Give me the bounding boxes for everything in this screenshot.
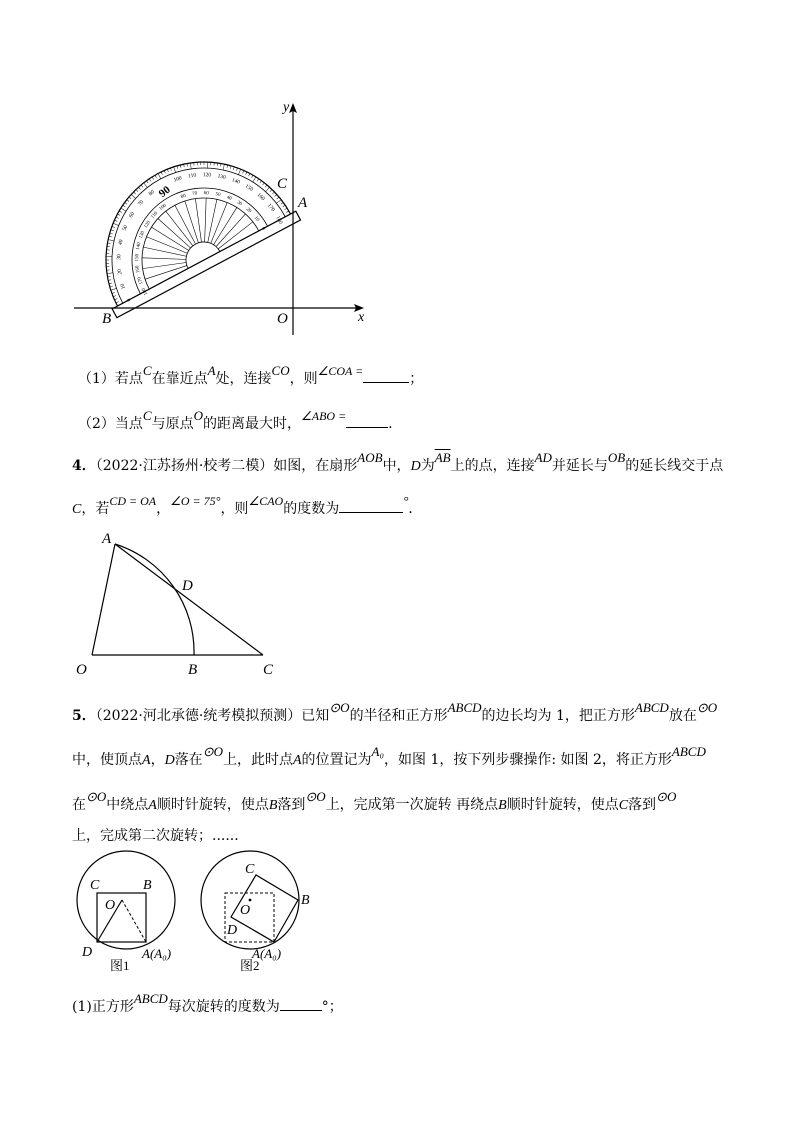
text: 已知 <box>301 708 330 724</box>
outer-scale-label: 170 <box>265 202 276 213</box>
text: 每次旋转的度数为 <box>167 999 280 1015</box>
inner-scale-label: 170 <box>137 276 145 285</box>
angle-ABO: ∠ABO = <box>300 409 347 423</box>
protractor-ray <box>151 217 188 261</box>
text: 的边长均为 1，把正方形 <box>481 708 635 724</box>
protractor-tick <box>286 211 289 212</box>
degree-sign: ° <box>403 493 409 508</box>
text: （2）当点 <box>78 416 143 432</box>
condition-angle-O: ∠O = 75° <box>170 494 221 508</box>
text: 的度数为 <box>283 501 340 517</box>
protractor-tick <box>276 200 282 204</box>
protractor <box>66 125 300 318</box>
caption: 图2 <box>240 958 260 973</box>
text: 上，完成第一次旋转 再绕点 <box>325 797 499 813</box>
var-A: A <box>207 363 216 378</box>
var-A: A <box>292 753 302 768</box>
var-C: C <box>72 502 82 517</box>
point-C-label: C <box>277 176 288 192</box>
outer-scale-label: 0 <box>125 297 133 303</box>
var-C: C <box>142 408 152 423</box>
text: °； <box>321 999 343 1015</box>
var-C: C <box>618 798 629 813</box>
var-AD: AD <box>534 450 552 465</box>
text: ； <box>409 371 424 387</box>
outer-scale-label: 80 <box>147 189 156 198</box>
text: ，则 <box>289 371 318 387</box>
label-C: C <box>90 878 100 893</box>
q3-part1 <box>78 363 424 389</box>
var-D: D <box>164 753 175 768</box>
question-number: 5． <box>72 708 96 724</box>
text: ． <box>408 501 423 517</box>
protractor-tick <box>167 169 169 172</box>
q5-line4 <box>72 826 239 846</box>
outer-scale-label: 30 <box>116 254 123 260</box>
protractor-ray <box>192 199 233 242</box>
inner-scale-label: 20 <box>244 207 252 215</box>
protractor-tick <box>144 182 148 188</box>
text: 与原点 <box>151 416 194 432</box>
label-B: B <box>143 878 152 893</box>
label-O: O <box>240 903 251 918</box>
text: 落到 <box>628 797 657 813</box>
q5-line3 <box>72 789 677 816</box>
text: ，则 <box>220 501 249 517</box>
arc-AB-curve <box>115 544 194 655</box>
sector-figure <box>70 525 290 685</box>
var-ABCD: ABCD <box>671 744 706 759</box>
point-A-label: A <box>298 195 308 211</box>
var-C: C <box>142 363 152 378</box>
protractor-tick <box>107 271 113 275</box>
var-A: A <box>148 798 157 813</box>
var-ABCD: ABCD <box>447 700 482 715</box>
outer-scale-label: 10 <box>119 282 128 290</box>
protractor-tick <box>136 189 138 192</box>
protractor-tick <box>283 205 286 207</box>
text: ，若 <box>81 501 110 517</box>
protractor-tick <box>149 179 151 182</box>
text: 顺时针旋转，使点 <box>156 797 269 813</box>
outer-scale-label: 20 <box>116 268 124 275</box>
point-B-label: B <box>102 311 112 327</box>
answer-blank[interactable] <box>280 996 322 1011</box>
text: 并延长与 <box>551 458 608 474</box>
label-C: C <box>263 662 274 678</box>
protractor-tick <box>164 170 166 173</box>
x-axis-label: x <box>358 310 365 325</box>
protractor-ray <box>197 203 240 244</box>
inner-scale-label: 10 <box>252 215 260 223</box>
text: ， <box>150 752 165 768</box>
text: 处，连接 <box>215 371 272 387</box>
circle-O: ⊙O <box>305 789 326 804</box>
label-D: D <box>82 945 93 960</box>
label-A: A <box>102 531 112 547</box>
question-number: 4． <box>72 458 96 474</box>
text: 如图，在扇形 <box>273 458 358 474</box>
inner-scale-label: 60 <box>203 191 209 197</box>
segment-OA <box>122 900 146 942</box>
inner-scale-label: 150 <box>135 253 141 262</box>
segment-OA <box>92 544 115 655</box>
question-source: （2022·河北承德·统考模拟预测） <box>95 708 302 724</box>
var-A: A <box>142 753 151 768</box>
var-CO: CO <box>271 363 290 378</box>
text: ，如图 1，按下列步骤操作: 如图 2，将正方形 <box>384 752 672 768</box>
center-dot <box>249 899 252 902</box>
var-D: D <box>410 459 421 474</box>
text: 的半径和正方形 <box>349 708 448 724</box>
label-A: A(A₀) <box>252 946 282 961</box>
q5-line1 <box>72 700 718 726</box>
circle-O: ⊙O <box>329 700 350 715</box>
protractor-tick <box>134 191 136 194</box>
text: . <box>388 416 393 432</box>
protractor-tick <box>205 162 210 168</box>
text: 的位置记为 <box>301 752 372 768</box>
figure-2 <box>194 846 324 976</box>
circle-O <box>77 851 175 949</box>
protractor-tick <box>161 172 162 175</box>
inner-scale-label: 100 <box>158 203 168 212</box>
inner-scale-label: 0 <box>259 226 266 232</box>
circle-O: ⊙O <box>656 789 677 804</box>
text: 放在 <box>668 708 697 724</box>
protractor-ray <box>142 240 186 277</box>
text: 中绕点 <box>106 797 149 813</box>
outer-scale-label: 70 <box>136 199 146 208</box>
circle-O: ⊙O <box>202 744 223 759</box>
protractor-tick <box>152 177 154 180</box>
protractor-tick <box>138 187 140 190</box>
angle-COA: ∠COA = <box>317 364 364 378</box>
q4-line2 <box>72 493 423 520</box>
label-O: O <box>76 662 87 678</box>
protractor-tick <box>270 190 273 192</box>
outer-scale-label: 130 <box>216 173 227 181</box>
segment-AC <box>115 544 263 655</box>
text: 上的点，连接 <box>450 458 535 474</box>
inner-scale-label: 140 <box>135 242 143 251</box>
protractor-tick <box>158 173 161 178</box>
protractor-tick <box>274 194 277 196</box>
scale-90-label: 90 <box>156 183 173 200</box>
text: 为 <box>420 458 435 474</box>
outer-scale-label: 100 <box>172 175 183 184</box>
protractor-tick <box>272 192 275 194</box>
inner-scale-label: 180 <box>141 286 150 296</box>
label-C: C <box>245 862 255 877</box>
protractor-tick <box>113 295 116 297</box>
arc-AB: $\overline{AB}$ <box>434 450 451 465</box>
text: 在 <box>72 797 86 813</box>
var-O: O <box>193 408 203 423</box>
protractor-tick <box>281 202 284 204</box>
inner-scale-label: 160 <box>135 265 142 274</box>
answer-blank[interactable] <box>339 498 403 513</box>
protractor-tick <box>114 298 117 300</box>
var-OB: OB <box>607 450 626 465</box>
point-O-label: O <box>277 311 288 327</box>
protractor-tick <box>116 302 119 303</box>
label-D: D <box>227 923 238 938</box>
q4-line1 <box>72 450 724 477</box>
text: 上，此时点 <box>222 752 293 768</box>
var-ABCD: ABCD <box>133 991 168 1006</box>
outer-scale-label: 160 <box>255 192 266 203</box>
protractor-tick <box>117 303 122 306</box>
var-AOB: AOB <box>357 450 383 465</box>
protractor-ray <box>187 198 224 242</box>
text: 中， <box>382 458 411 474</box>
figure-1 <box>68 846 188 976</box>
protractor-tick <box>276 197 279 199</box>
caption: 图1 <box>110 958 130 973</box>
inner-scale-label: 130 <box>138 230 147 240</box>
var-A0: A₀ <box>371 744 384 759</box>
label-D: D <box>182 578 193 594</box>
text: （1）若点 <box>78 371 143 387</box>
condition-CD-OA: CD = OA <box>109 494 157 508</box>
inner-scale-label: 120 <box>143 220 152 230</box>
protractor-tick <box>146 181 148 184</box>
q3-part2 <box>78 408 393 434</box>
q5-line2 <box>72 744 706 771</box>
text: 在靠近点 <box>151 371 208 387</box>
question-source: （2022·江苏扬州·校考二模） <box>95 458 274 474</box>
text: ， <box>156 501 171 517</box>
var-B: B <box>498 798 507 813</box>
protractor-ray <box>143 231 186 272</box>
protractor-ray <box>182 199 215 243</box>
protractor-figure <box>60 95 380 345</box>
y-axis-label: y <box>283 100 290 115</box>
var-ABCD: ABCD <box>634 700 669 715</box>
circle-O: ⊙O <box>86 789 107 804</box>
protractor-tick <box>141 185 143 188</box>
q5-sub1 <box>72 991 343 1017</box>
text: (1)正方形 <box>72 999 134 1015</box>
inner-scale-label: 30 <box>235 200 243 208</box>
answer-blank[interactable] <box>346 413 388 428</box>
label-O: O <box>105 898 116 913</box>
text: 的延长线交于点 <box>625 458 724 474</box>
inner-scale-label: 50 <box>214 192 221 199</box>
var-B: B <box>268 798 278 813</box>
label-A: A(A₀) <box>142 946 172 961</box>
inner-scale-label: 70 <box>191 191 198 198</box>
outer-scale-label: 60 <box>128 211 137 220</box>
text: 中，使顶点 <box>72 752 142 768</box>
outer-scale-label: 40 <box>117 239 125 246</box>
circle-O: ⊙O <box>696 700 718 715</box>
outer-scale-label: 50 <box>121 224 130 232</box>
protractor-tick <box>285 214 290 217</box>
protractor-tick <box>111 288 117 292</box>
protractor-ray <box>147 224 188 267</box>
protractor-tick <box>106 254 112 259</box>
inner-scale-label: 40 <box>225 195 233 202</box>
text: 落到 <box>277 797 306 813</box>
label-B: B <box>301 893 310 908</box>
protractor-tick <box>189 163 193 169</box>
inner-scale-label: 80 <box>180 193 187 201</box>
outer-scale-label: 110 <box>187 172 197 180</box>
outer-scale-label: 180 <box>274 215 284 226</box>
label-B: B <box>188 662 198 678</box>
protractor-tick <box>155 175 156 178</box>
text: 上，完成第二次旋转；...... <box>72 828 239 844</box>
answer-blank[interactable] <box>363 368 409 383</box>
outer-scale-label: 150 <box>243 183 254 193</box>
protractor-ray <box>143 249 187 282</box>
text: 顺时针旋转，使点 <box>506 797 619 813</box>
text: 落在 <box>174 752 203 768</box>
protractor-ray <box>203 207 247 244</box>
outer-scale-label: 140 <box>230 177 241 186</box>
protractor-tick <box>284 208 287 210</box>
protractor-tick <box>173 167 177 173</box>
angle-CAO: ∠CAO <box>248 494 284 508</box>
text: 的距离最大时， <box>202 416 301 432</box>
outer-scale-label: 120 <box>202 172 212 179</box>
inner-scale-label: 110 <box>150 211 159 220</box>
